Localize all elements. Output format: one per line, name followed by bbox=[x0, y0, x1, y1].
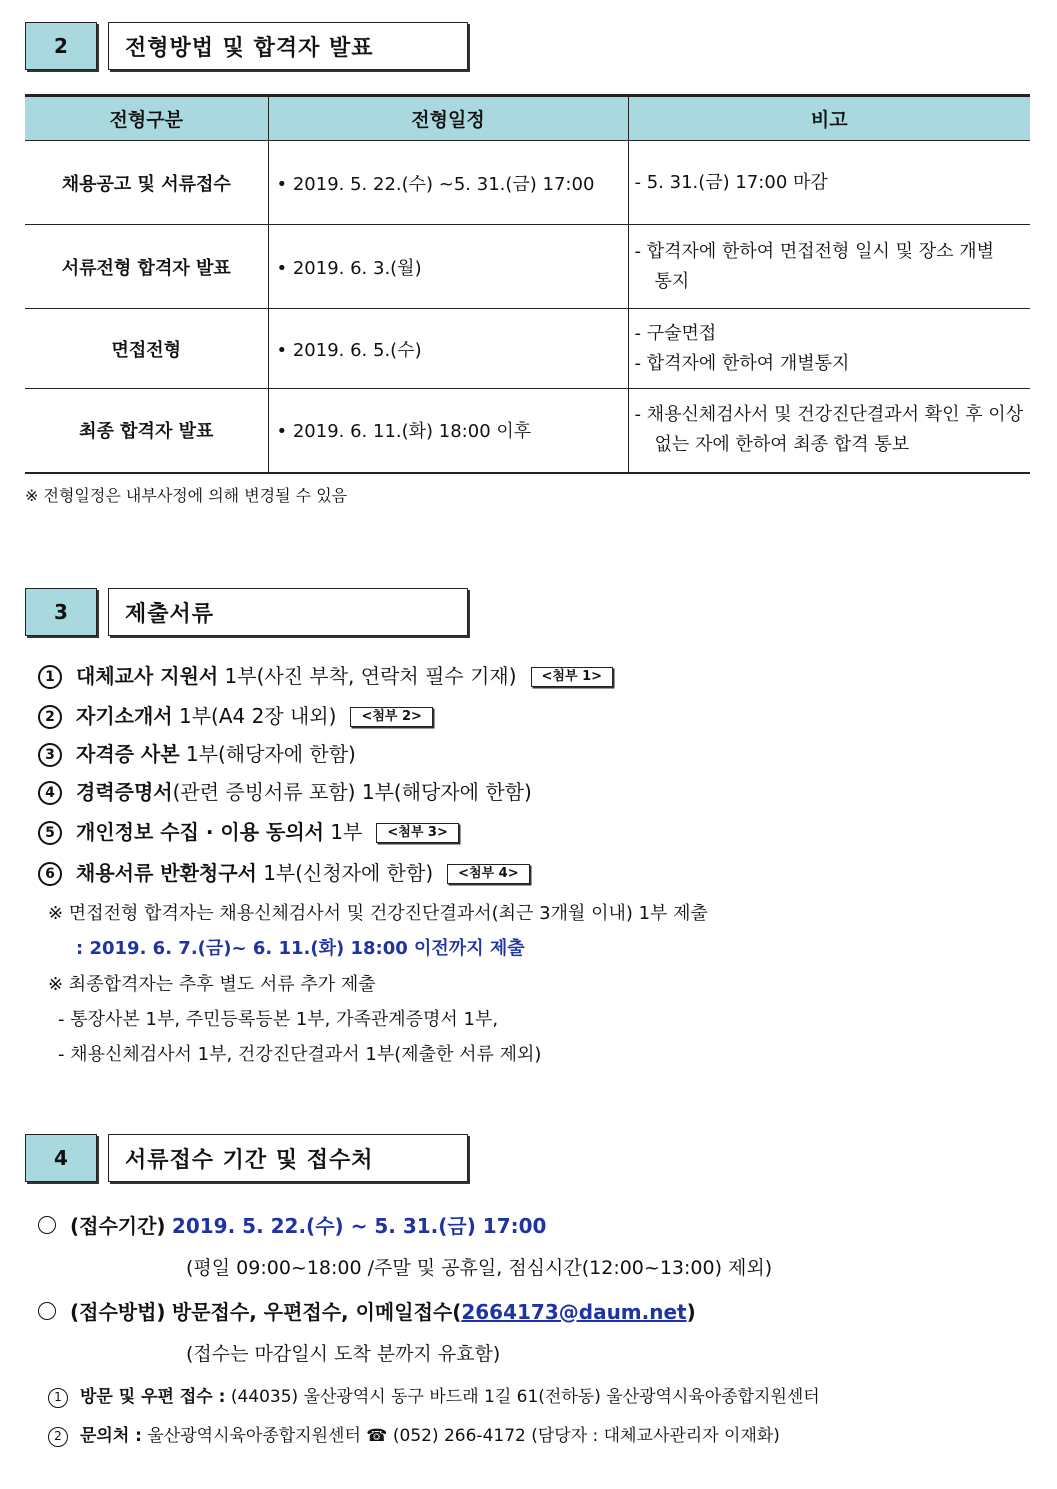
attachment-tag: <첨부 2> bbox=[350, 707, 432, 727]
notes-cell bbox=[628, 225, 1030, 309]
item-name: 개인정보 수집 · 이용 동의서 bbox=[76, 820, 324, 844]
section-number: 4 bbox=[25, 1134, 97, 1182]
contact-label: 문의처 : bbox=[80, 1426, 142, 1446]
item-number: 4 bbox=[38, 781, 62, 805]
item-number: 5 bbox=[38, 821, 62, 845]
document-item bbox=[38, 857, 530, 886]
table-row bbox=[25, 309, 1030, 389]
interview-deadline: : 2019. 6. 7.(금)~ 6. 11.(화) 18:00 이전까지 제출 bbox=[76, 938, 525, 959]
stage-cell: 최종 합격자 발표 bbox=[25, 389, 268, 473]
item-name: 경력증명서 bbox=[76, 780, 173, 804]
item-number: 6 bbox=[38, 862, 62, 886]
notes-cell bbox=[628, 309, 1030, 389]
document-item bbox=[38, 776, 532, 805]
schedule-cell: • 2019. 6. 11.(화) 18:00 이후 bbox=[268, 389, 628, 473]
notes-cell bbox=[628, 389, 1030, 473]
final-note-line: - 통장사본 1부, 주민등록등본 1부, 가족관계증명서 1부, bbox=[58, 1009, 499, 1030]
item-number: 2 bbox=[48, 1427, 68, 1447]
method-close: ) bbox=[686, 1300, 696, 1324]
contact-line bbox=[48, 1421, 780, 1447]
period-value: 2019. 5. 22.(수) ~ 5. 31.(금) 17:00 bbox=[171, 1214, 547, 1238]
schedule-table bbox=[25, 94, 1030, 474]
schedule-footnote: ※ 전형일정은 내부사정에 의해 변경될 수 있음 bbox=[25, 486, 348, 505]
submission-period bbox=[38, 1210, 546, 1239]
table-row bbox=[25, 141, 1030, 225]
phone-icon: ☎ bbox=[366, 1426, 388, 1446]
stage-cell: 채용공고 및 서류접수 bbox=[25, 141, 268, 225]
item-detail: 1부 bbox=[323, 820, 363, 844]
section-title: 서류접수 기간 및 접수처 bbox=[108, 1134, 468, 1182]
schedule-cell: • 2019. 5. 22.(수) ~5. 31.(금) 17:00 bbox=[268, 141, 628, 225]
item-detail: 1부(해당자에 한함) bbox=[179, 742, 356, 766]
period-label: (접수기간) bbox=[70, 1214, 166, 1238]
final-note: ※ 최종합격자는 추후 별도 서류 추가 제출 bbox=[48, 974, 376, 995]
section-number: 3 bbox=[25, 588, 97, 636]
document-item bbox=[38, 738, 356, 767]
note-line: - 구술면접 bbox=[634, 322, 717, 344]
document-item bbox=[38, 816, 459, 845]
note-line: - 합격자에 한하여 개별통지 bbox=[634, 352, 850, 374]
item-number: 1 bbox=[48, 1388, 68, 1408]
document-item bbox=[38, 700, 433, 729]
item-number: 1 bbox=[38, 665, 62, 689]
contact-phone: (052) 266-4172 (담당자 : 대체교사관리자 이재화) bbox=[387, 1426, 780, 1446]
table-row bbox=[25, 389, 1030, 473]
item-number: 2 bbox=[38, 705, 62, 729]
item-detail: 1부(사진 부착, 연락처 필수 기재) bbox=[218, 664, 517, 688]
email-link[interactable]: 2664173@daum.net bbox=[461, 1300, 687, 1324]
attachment-tag: <첨부 1> bbox=[531, 667, 613, 687]
item-detail: (관련 증빙서류 포함) 1부(해당자에 한함) bbox=[172, 780, 532, 804]
column-header-notes: 비고 bbox=[628, 96, 1030, 141]
contact-value: 울산광역시육아종합지원센터 bbox=[141, 1426, 367, 1446]
item-detail: 1부(A4 2장 내외) bbox=[172, 704, 337, 728]
section-title: 전형방법 및 합격자 발표 bbox=[108, 22, 468, 70]
note-line: - 합격자에 한하여 면접전형 일시 및 장소 개별 통지 bbox=[634, 240, 995, 292]
method-value: 방문접수, 우편접수, 이메일접수( bbox=[171, 1300, 462, 1324]
stage-cell: 서류전형 합격자 발표 bbox=[25, 225, 268, 309]
table-row bbox=[25, 225, 1030, 309]
item-name: 채용서류 반환청구서 bbox=[76, 861, 257, 885]
table-header-row bbox=[25, 96, 1030, 141]
item-name: 자기소개서 bbox=[76, 704, 173, 728]
address-line bbox=[48, 1382, 820, 1408]
address-value: (44035) 울산광역시 동구 바드래 1길 61(전하동) 울산광역시육아종합지원센터 bbox=[225, 1387, 820, 1407]
circle-bullet-icon bbox=[38, 1216, 56, 1234]
note-line: - 5. 31.(금) 17:00 마감 bbox=[634, 171, 828, 193]
schedule-cell: • 2019. 6. 5.(수) bbox=[268, 309, 628, 389]
interview-note: ※ 면접전형 합격자는 채용신체검사서 및 건강진단결과서(최근 3개월 이내) 1부 제출 bbox=[48, 903, 708, 924]
column-header-schedule: 전형일정 bbox=[268, 96, 628, 141]
submission-method bbox=[38, 1296, 696, 1325]
attachment-tag: <첨부 4> bbox=[447, 864, 529, 884]
item-number: 3 bbox=[38, 743, 62, 767]
final-note-line: - 채용신체검사서 1부, 건강진단결과서 1부(제출한 서류 제외) bbox=[58, 1044, 542, 1065]
period-note: (평일 09:00~18:00 /주말 및 공휴일, 점심시간(12:00~13:00) 제외) bbox=[186, 1257, 773, 1279]
column-header-stage: 전형구분 bbox=[25, 96, 268, 141]
circle-bullet-icon bbox=[38, 1302, 56, 1320]
method-note: (접수는 마감일시 도착 분까지 유효함) bbox=[186, 1343, 501, 1365]
stage-cell: 면접전형 bbox=[25, 309, 268, 389]
note-line: - 채용신체검사서 및 건강진단결과서 확인 후 이상 없는 자에 한하여 최종 합격 통보 bbox=[634, 404, 1024, 456]
address-label: 방문 및 우편 접수 : bbox=[80, 1387, 226, 1407]
item-name: 대체교사 지원서 bbox=[76, 664, 219, 688]
notes-cell bbox=[628, 141, 1030, 225]
schedule-cell: • 2019. 6. 3.(월) bbox=[268, 225, 628, 309]
document-item bbox=[38, 660, 613, 689]
item-name: 자격증 사본 bbox=[76, 742, 180, 766]
attachment-tag: <첨부 3> bbox=[376, 823, 458, 843]
method-label: (접수방법) bbox=[70, 1300, 166, 1324]
section-title: 제출서류 bbox=[108, 588, 468, 636]
section-number: 2 bbox=[25, 22, 97, 70]
item-detail: 1부(신청자에 한함) bbox=[256, 861, 434, 885]
